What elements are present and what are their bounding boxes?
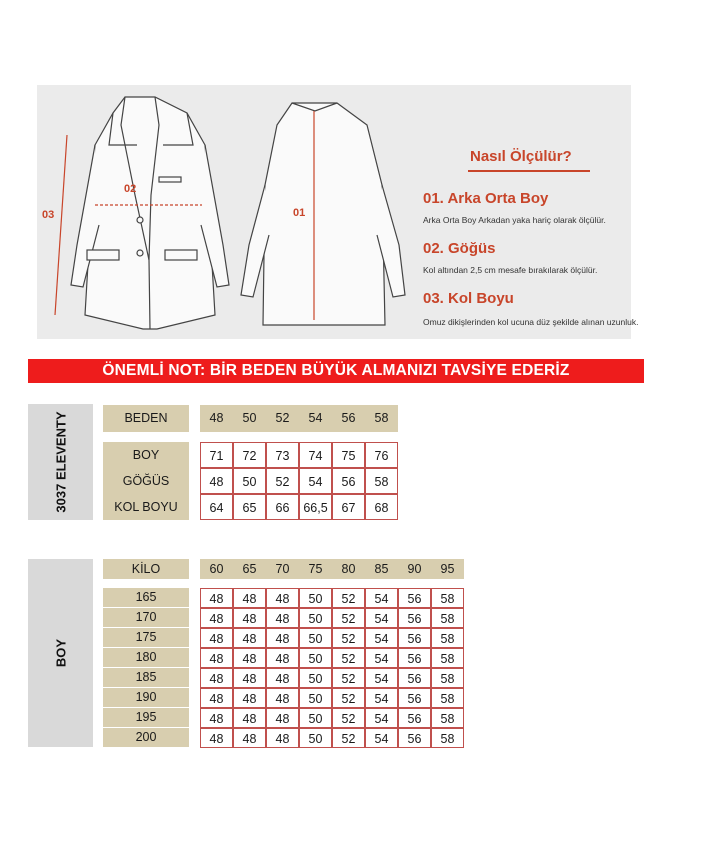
fit-cell: 56 bbox=[398, 708, 431, 728]
fit-header-cell: 85 bbox=[365, 559, 398, 579]
size-cell: 76 bbox=[365, 442, 398, 468]
back-jacket-drawing bbox=[241, 103, 405, 325]
fit-header-cell: 75 bbox=[299, 559, 332, 579]
fit-cell: 48 bbox=[200, 648, 233, 668]
fit-cell: 58 bbox=[431, 608, 464, 628]
step-2-desc: Kol altından 2,5 cm mesafe bırakılarak ölçülür. bbox=[423, 265, 598, 275]
fit-cell: 48 bbox=[200, 608, 233, 628]
fit-cell: 48 bbox=[233, 588, 266, 608]
fit-cell: 54 bbox=[365, 708, 398, 728]
measurement-guide-panel bbox=[37, 85, 631, 339]
fit-cell: 50 bbox=[299, 668, 332, 688]
size-cell: 67 bbox=[332, 494, 365, 520]
fit-cell: 48 bbox=[266, 648, 299, 668]
fit-cell: 50 bbox=[299, 688, 332, 708]
fit-cell: 54 bbox=[365, 588, 398, 608]
size-header-cell: 58 bbox=[365, 405, 398, 432]
size-header-cell: 48 bbox=[200, 405, 233, 432]
size-header-cell: 52 bbox=[266, 405, 299, 432]
fit-cell: 50 bbox=[299, 588, 332, 608]
fit-cell: 54 bbox=[365, 628, 398, 648]
fit-cell: 50 bbox=[299, 708, 332, 728]
fit-cell: 58 bbox=[431, 688, 464, 708]
fit-cell: 52 bbox=[332, 688, 365, 708]
size-cell: 54 bbox=[299, 468, 332, 494]
fit-cell: 48 bbox=[233, 628, 266, 648]
fit-cell: 54 bbox=[365, 608, 398, 628]
fit-row-label: 170 bbox=[103, 608, 189, 627]
size-cell: 48 bbox=[200, 468, 233, 494]
step-1-heading: 01. Arka Orta Boy bbox=[423, 190, 549, 207]
size-cell: 74 bbox=[299, 442, 332, 468]
size-header-label: BEDEN bbox=[103, 405, 189, 432]
fit-cell: 48 bbox=[233, 688, 266, 708]
fit-cell: 48 bbox=[200, 708, 233, 728]
fit-cell: 54 bbox=[365, 728, 398, 748]
size-cell: 58 bbox=[365, 468, 398, 494]
fit-cell: 52 bbox=[332, 628, 365, 648]
size-header-cell: 56 bbox=[332, 405, 365, 432]
fit-row-label: 200 bbox=[103, 728, 189, 747]
important-note-banner: ÖNEMLİ NOT: BİR BEDEN BÜYÜK ALMANIZI TAVSİYE EDERİZ bbox=[28, 359, 644, 383]
fit-cell: 54 bbox=[365, 688, 398, 708]
fit-cell: 48 bbox=[233, 608, 266, 628]
fit-cell: 58 bbox=[431, 628, 464, 648]
fit-cell: 48 bbox=[233, 648, 266, 668]
fit-cell: 58 bbox=[431, 728, 464, 748]
fit-cell: 48 bbox=[266, 588, 299, 608]
fit-header-cell: 60 bbox=[200, 559, 233, 579]
step-1-desc: Arka Orta Boy Arkadan yaka hariç olarak ölçülür. bbox=[423, 215, 606, 225]
fit-header-cell: 70 bbox=[266, 559, 299, 579]
fit-cell: 52 bbox=[332, 608, 365, 628]
size-row-label: GÖĞÜS bbox=[103, 468, 189, 494]
size-cell: 66 bbox=[266, 494, 299, 520]
title-underline bbox=[468, 170, 590, 172]
fit-cell: 48 bbox=[266, 608, 299, 628]
size-cell: 73 bbox=[266, 442, 299, 468]
size-cell: 50 bbox=[233, 468, 266, 494]
size-cell: 52 bbox=[266, 468, 299, 494]
fit-cell: 56 bbox=[398, 668, 431, 688]
fit-cell: 48 bbox=[266, 688, 299, 708]
fit-cell: 58 bbox=[431, 648, 464, 668]
fit-cell: 54 bbox=[365, 648, 398, 668]
fit-cell: 58 bbox=[431, 588, 464, 608]
fit-cell: 48 bbox=[233, 668, 266, 688]
fit-header-cell: 80 bbox=[332, 559, 365, 579]
fit-cell: 48 bbox=[266, 628, 299, 648]
size-cell: 68 bbox=[365, 494, 398, 520]
fit-cell: 52 bbox=[332, 648, 365, 668]
size-cell: 71 bbox=[200, 442, 233, 468]
fit-cell: 48 bbox=[266, 708, 299, 728]
fit-row-label: 195 bbox=[103, 708, 189, 727]
fit-cell: 48 bbox=[200, 668, 233, 688]
fit-cell: 52 bbox=[332, 708, 365, 728]
fit-row-label: 180 bbox=[103, 648, 189, 667]
size-header-cell: 50 bbox=[233, 405, 266, 432]
fit-header-label: KİLO bbox=[103, 559, 189, 579]
marker-02: 02 bbox=[124, 183, 137, 195]
size-cell: 64 bbox=[200, 494, 233, 520]
fit-table-side-text: BOY bbox=[53, 638, 68, 668]
fit-cell: 54 bbox=[365, 668, 398, 688]
size-row-label: KOL BOYU bbox=[103, 494, 189, 520]
size-row-label: BOY bbox=[103, 442, 189, 468]
fit-cell: 48 bbox=[266, 668, 299, 688]
fit-header-cell: 90 bbox=[398, 559, 431, 579]
size-cell: 72 bbox=[233, 442, 266, 468]
step-3-heading: 03. Kol Boyu bbox=[423, 290, 514, 307]
fit-cell: 48 bbox=[200, 628, 233, 648]
fit-cell: 58 bbox=[431, 708, 464, 728]
fit-cell: 58 bbox=[431, 668, 464, 688]
fit-cell: 48 bbox=[266, 728, 299, 748]
fit-cell: 52 bbox=[332, 668, 365, 688]
size-cell: 66,5 bbox=[299, 494, 332, 520]
marker-01: 01 bbox=[293, 207, 306, 219]
fit-cell: 48 bbox=[200, 588, 233, 608]
fit-cell: 56 bbox=[398, 588, 431, 608]
fit-cell: 56 bbox=[398, 728, 431, 748]
fit-cell: 56 bbox=[398, 628, 431, 648]
fit-cell: 48 bbox=[200, 728, 233, 748]
fit-cell: 50 bbox=[299, 728, 332, 748]
size-cell: 56 bbox=[332, 468, 365, 494]
fit-row-label: 185 bbox=[103, 668, 189, 687]
fit-header-cell: 95 bbox=[431, 559, 464, 579]
how-to-measure-title: Nasıl Ölçülür? bbox=[470, 148, 572, 165]
fit-cell: 52 bbox=[332, 728, 365, 748]
jacket-illustration bbox=[37, 85, 631, 339]
fit-cell: 52 bbox=[332, 588, 365, 608]
fit-cell: 56 bbox=[398, 608, 431, 628]
front-jacket-drawing bbox=[71, 97, 229, 329]
fit-cell: 56 bbox=[398, 688, 431, 708]
fit-table-side-label bbox=[28, 559, 93, 747]
fit-cell: 50 bbox=[299, 648, 332, 668]
size-header-cell: 54 bbox=[299, 405, 332, 432]
fit-row-label: 165 bbox=[103, 588, 189, 607]
marker-03: 03 bbox=[42, 209, 55, 221]
step-3-desc: Omuz dikişlerinden kol ucuna düz şekilde alınan uzunluk. bbox=[423, 317, 639, 327]
step-2-heading: 02. Göğüs bbox=[423, 240, 496, 257]
fit-cell: 50 bbox=[299, 608, 332, 628]
size-table-side-text: 3037 ELEVENTY bbox=[53, 411, 68, 513]
size-cell: 75 bbox=[332, 442, 365, 468]
fit-cell: 48 bbox=[233, 708, 266, 728]
size-cell: 65 bbox=[233, 494, 266, 520]
fit-cell: 56 bbox=[398, 648, 431, 668]
fit-cell: 48 bbox=[233, 728, 266, 748]
fit-cell: 48 bbox=[200, 688, 233, 708]
fit-cell: 50 bbox=[299, 628, 332, 648]
fit-row-label: 175 bbox=[103, 628, 189, 647]
fit-header-cell: 65 bbox=[233, 559, 266, 579]
size-table-side-label bbox=[28, 404, 93, 520]
fit-row-label: 190 bbox=[103, 688, 189, 707]
